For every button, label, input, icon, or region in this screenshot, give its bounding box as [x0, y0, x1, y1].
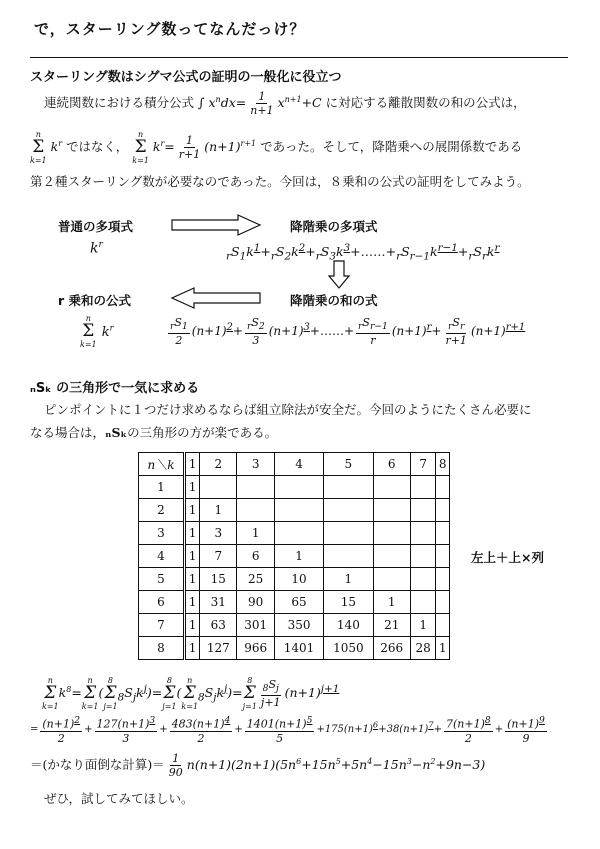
ordinary-poly-label: 普通の多項式 — [58, 219, 134, 234]
table-corner: n＼k — [139, 453, 185, 476]
table-cell: 15 — [200, 568, 237, 591]
table-cell: 1050 — [324, 637, 373, 660]
table-row — [139, 637, 450, 660]
table-cell — [410, 476, 435, 499]
table-cell — [324, 499, 373, 522]
table-cell — [274, 499, 323, 522]
row-header: 5 — [139, 568, 185, 591]
table-cell: 7 — [200, 545, 237, 568]
table-row — [139, 614, 450, 637]
power-sum-expression: n Σ k=1 $k^r$ — [80, 314, 114, 349]
table-cell — [410, 568, 435, 591]
table-cell: 1 — [185, 637, 200, 660]
table-cell: 127 — [200, 637, 237, 660]
table-cell: 1 — [274, 545, 323, 568]
left-arrow-icon — [170, 287, 262, 309]
row-header: 1 — [139, 476, 185, 499]
table-cell: 1 — [410, 614, 435, 637]
table-row — [139, 591, 450, 614]
page-title: で，スターリング数ってなんだっけ？ — [34, 20, 306, 38]
table-cell: 1 — [373, 591, 410, 614]
table-cell — [410, 499, 435, 522]
row-header: 6 — [139, 591, 185, 614]
table-row — [139, 568, 450, 591]
table-cell — [373, 568, 410, 591]
table-cell: 1 — [237, 522, 274, 545]
table-cell — [410, 591, 435, 614]
column-header: 8 — [436, 453, 450, 476]
table-cell: 15 — [324, 591, 373, 614]
table-cell: 65 — [274, 591, 323, 614]
table-cell — [436, 522, 450, 545]
table-cell: 1 — [185, 522, 200, 545]
table-cell — [410, 545, 435, 568]
table-cell — [274, 476, 323, 499]
para-text: ではなく， — [66, 139, 129, 154]
table-cell: 28 — [410, 637, 435, 660]
right-arrow-icon — [170, 214, 262, 236]
falling-poly-label: 降階乗の多項式 — [290, 219, 378, 234]
table-cell: 3 — [200, 522, 237, 545]
row-header: 7 — [139, 614, 185, 637]
table-cell — [436, 591, 450, 614]
table-cell — [274, 522, 323, 545]
table-cell — [324, 476, 373, 499]
column-header: 7 — [410, 453, 435, 476]
table-cell: 1 — [185, 568, 200, 591]
sum-k8-expansion: n Σ k=1 $k^8=$ n Σ k=1 ( 8 Σ j=1 $_8S_jk^j)=$ 8 Σ j=1 ( n Σ k=1 $_8S_jk^j)=$ 8 Σ j=1 $\frac{_8S_j}{j+1}$ $(n+1)^{j+1}$ — [42, 676, 340, 711]
table-cell: 266 — [373, 637, 410, 660]
table-cell: 21 — [373, 614, 410, 637]
sigma-symbol: n Σ k=1 — [30, 130, 47, 165]
table-rule-label: 左上＋上×列 — [471, 550, 544, 565]
table-cell: 966 — [237, 637, 274, 660]
table-cell: 31 — [200, 591, 237, 614]
table-cell — [237, 476, 274, 499]
column-header: 5 — [324, 453, 373, 476]
table-row — [139, 522, 450, 545]
table-cell: 1 — [185, 476, 200, 499]
para-text: の三角形の方が楽である。 — [127, 425, 278, 440]
table-cell — [373, 476, 410, 499]
para-text: に対応する離散関数の和の公式は， — [325, 95, 526, 110]
table-cell: 1 — [200, 499, 237, 522]
table-cell: 1 — [185, 499, 200, 522]
table-cell: 301 — [237, 614, 274, 637]
table-cell — [237, 499, 274, 522]
section1-para-line3: 第２種スターリング数が必要なのであった。今回は，８乗和の公式の証明をしてみよう。 — [30, 174, 530, 189]
table-row — [139, 499, 450, 522]
closing-text: ぜひ，試してみてほしい。 — [44, 791, 194, 806]
table-header-row — [139, 453, 450, 476]
para-text: 連続関数における積分公式 — [44, 95, 195, 110]
title-divider — [30, 57, 568, 58]
falling-poly-expression: $_rS_1k^1+_rS_2k^2+_rS_3k^3+\dots\dots+_rS_{r-1}k^{r-1}+_rS_rk^r$ — [226, 242, 500, 263]
sum-k8-terms: = $\frac{(n+1)^2}{2}$ + $\frac{127(n+1)^3}{3}$ + $\frac{483(n+1)^4}{2}$ + $\frac{1401(n+1)^5}{5}$ $+175(n+1)^6+38(n+1)^7+$ $\frac{7(n+1)^8}{2}$ + $\frac{(n+1)^9}{9}$ — [30, 715, 545, 745]
table-cell: 1 — [185, 545, 200, 568]
table-cell — [373, 499, 410, 522]
power-sum-label: r 乗和の公式 — [58, 293, 132, 308]
falling-sum-expression: $\frac{_rS_1}{2}$ $(n+1)^2+$ $\frac{_rS_2}{3}$ $(n+1)^3+\dots\dots+$ $\frac{_rS_{r-1}}{r}$ $(n+1)^r+$ $\frac{_rS_r}{r+1}$ $(n+1)^{r+1}$ — [170, 316, 526, 348]
section2-heading: ₙSₖ の三角形で一気に求める — [30, 381, 200, 396]
table-cell: 350 — [274, 614, 323, 637]
nsk-symbol: ₙSₖ — [105, 425, 128, 440]
falling-sum-label: 降階乗の和の式 — [290, 293, 378, 308]
table-cell — [200, 476, 237, 499]
section2-para-line2 — [30, 424, 277, 442]
table-row — [139, 476, 450, 499]
table-cell — [436, 545, 450, 568]
column-header: 4 — [274, 453, 323, 476]
table-cell: 140 — [324, 614, 373, 637]
table-cell: 6 — [237, 545, 274, 568]
table-cell: 1401 — [274, 637, 323, 660]
section2-para-line1: ピンポイントに１つだけ求めるならば組立除法が安全だ。今回のようにたくさん必要に — [44, 402, 532, 417]
table-cell — [436, 568, 450, 591]
para-text: であった。そして，降階乗への展開係数である — [260, 139, 523, 154]
table-cell: 90 — [237, 591, 274, 614]
table-cell: 1 — [185, 614, 200, 637]
stirling-table — [138, 452, 450, 660]
table-cell: 25 — [237, 568, 274, 591]
table-cell — [324, 545, 373, 568]
table-cell: 1 — [436, 637, 450, 660]
integral-formula: ∫ $x^ndx=$ $\frac{1}{n+1}$ $x^{n+1}+C$ — [198, 90, 322, 117]
row-header: 8 — [139, 637, 185, 660]
table-cell: 10 — [274, 568, 323, 591]
table-cell — [324, 522, 373, 545]
table-cell — [373, 545, 410, 568]
section1-heading: スターリング数はシグマ公式の証明の一般化に役立つ — [30, 70, 342, 85]
row-header: 3 — [139, 522, 185, 545]
table-cell: 1 — [324, 568, 373, 591]
table-cell — [410, 522, 435, 545]
section1-para-line1 — [44, 90, 526, 117]
column-header: 6 — [373, 453, 410, 476]
table-cell: 63 — [200, 614, 237, 637]
sigma-symbol: n Σ k=1 — [132, 130, 149, 165]
table-cell — [436, 476, 450, 499]
table-cell — [373, 522, 410, 545]
table-cell — [436, 499, 450, 522]
column-header: 1 — [185, 453, 200, 476]
table-cell: 1 — [185, 591, 200, 614]
table-cell — [436, 614, 450, 637]
final-result: ＝(かなり面倒な計算)＝ $\frac{1}{90}$ $n(n+1)(2n+1)(5n^6+15n^5+5n^4-15n^3-n^2+9n-3)$ — [30, 752, 486, 779]
row-header: 4 — [139, 545, 185, 568]
para-text: なる場合は， — [30, 425, 106, 440]
row-header: 2 — [139, 499, 185, 522]
column-header: 2 — [200, 453, 237, 476]
kr-term: $k^r$ — [90, 240, 103, 257]
calc-label: ＝(かなり面倒な計算)＝ — [30, 757, 165, 772]
down-arrow-icon — [328, 260, 350, 290]
table-row — [139, 545, 450, 568]
section1-para-line2: n Σ k=1 $k^r$ ではなく， n Σ k=1 $k^r=$ $\frac{1}{r+1}$ $(n+1)^{r+1}$ であった。そして，降階乗への展開係数である — [30, 130, 523, 165]
column-header: 3 — [237, 453, 274, 476]
